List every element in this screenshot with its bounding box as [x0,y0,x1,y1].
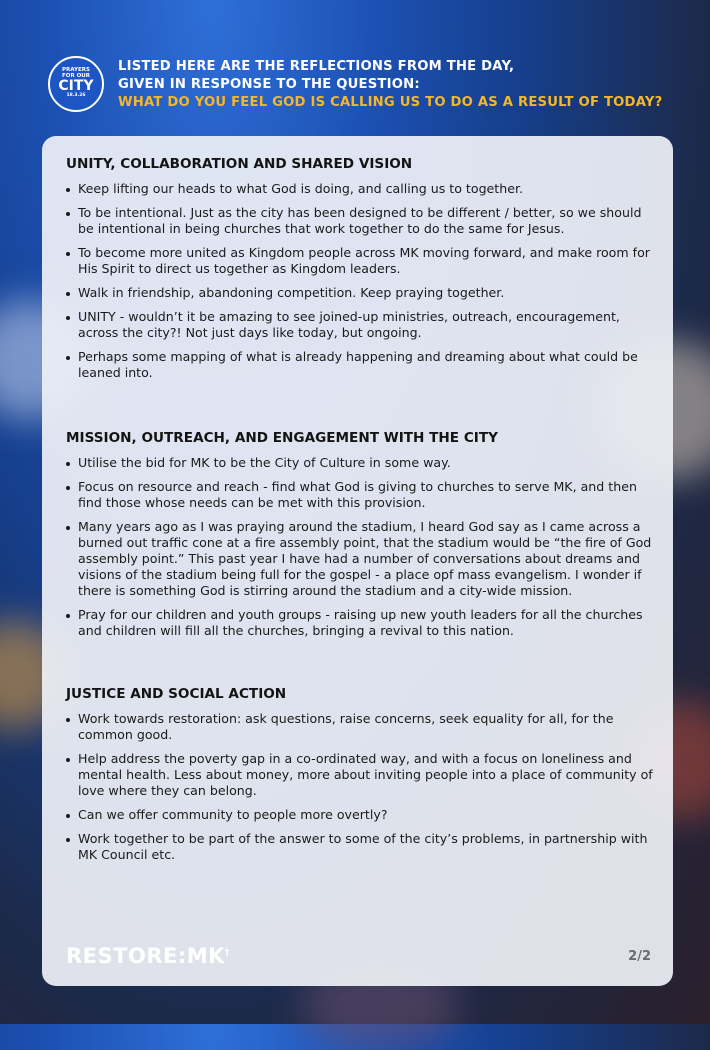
section-justice [66,686,656,871]
page-number: 2/2 [628,949,651,964]
logo-text: RESTORE:MK [66,944,225,968]
list-item: Pray for our children and youth groups - raising up new youth leaders for all the churches and children will fill all the churches, bringing a revival to this nation. [66,607,656,639]
list-item: Keep lifting our heads to what God is doing, and calling us to together. [66,181,656,197]
badge-line: FOR OUR [62,73,90,79]
section-unity [66,156,656,389]
section-title: UNITY, COLLABORATION AND SHARED VISION [66,156,413,172]
reflection-list [66,711,656,863]
reflection-list [66,455,656,639]
page-header [48,56,690,116]
list-item: UNITY - wouldn’t it be amazing to see joined-up ministries, outreach, encouragement, across the city?! Not just days like today, but ongoing. [66,309,656,341]
section-title: JUSTICE AND SOCIAL ACTION [66,686,287,702]
list-item: To be intentional. Just as the city has been designed to be different / better, so we should be intentional in being churches that work together to do the same for Jesus. [66,205,656,237]
list-item: Perhaps some mapping of what is already happening and dreaming about what could be leaned into. [66,349,656,381]
reflections-card [42,136,673,986]
header-intro-line: LISTED HERE ARE THE REFLECTIONS FROM THE DAY, [118,59,515,74]
list-item: Can we offer community to people more overtly? [66,807,656,823]
section-title: MISSION, OUTREACH, AND ENGAGEMENT WITH THE CITY [66,430,498,446]
restore-mk-logo [66,944,230,968]
badge-line: PRAYERS [62,67,90,73]
logo-cross-mark: † [224,948,230,958]
list-item: Utilise the bid for MK to be the City of Culture in some way. [66,455,656,471]
badge-date: 18.3.26 [66,93,86,98]
header-question: WHAT DO YOU FEEL GOD IS CALLING US TO DO AS A RESULT OF TODAY? [118,95,663,110]
list-item: Walk in friendship, abandoning competition. Keep praying together. [66,285,656,301]
badge-line: CITY [58,78,94,94]
list-item: Work together to be part of the answer to some of the city’s problems, in partnership with MK Council etc. [66,831,656,863]
prayers-for-our-city-logo [48,56,104,112]
section-mission [66,430,656,647]
list-item: Work towards restoration: ask questions, raise concerns, seek equality for all, for the common good. [66,711,656,743]
list-item: Many years ago as I was praying around the stadium, I heard God say as I came across a burned out traffic cone at a fire assembly point, that the stadium would be “the fire of God assembly point.” This past year I have had a number of conversations about dreams and visions of the stadium being full for the gospel - a place opf mass evangelism. I wonder if there is something God is stirring around the stadium and a city-wide mission. [66,519,656,599]
list-item: Help address the poverty gap in a co-ordinated way, and with a focus on loneliness and mental health. Less about money, more about inviting people into a place of community of love where they can belong. [66,751,656,799]
reflection-list [66,181,656,381]
header-intro-line: GIVEN IN RESPONSE TO THE QUESTION: [118,77,420,92]
list-item: To become more united as Kingdom people across MK moving forward, and make room for His Spirit to direct us together as Kingdom leaders. [66,245,656,277]
list-item: Focus on resource and reach - find what God is giving to churches to serve MK, and then find those whose needs can be met with this provision. [66,479,656,511]
